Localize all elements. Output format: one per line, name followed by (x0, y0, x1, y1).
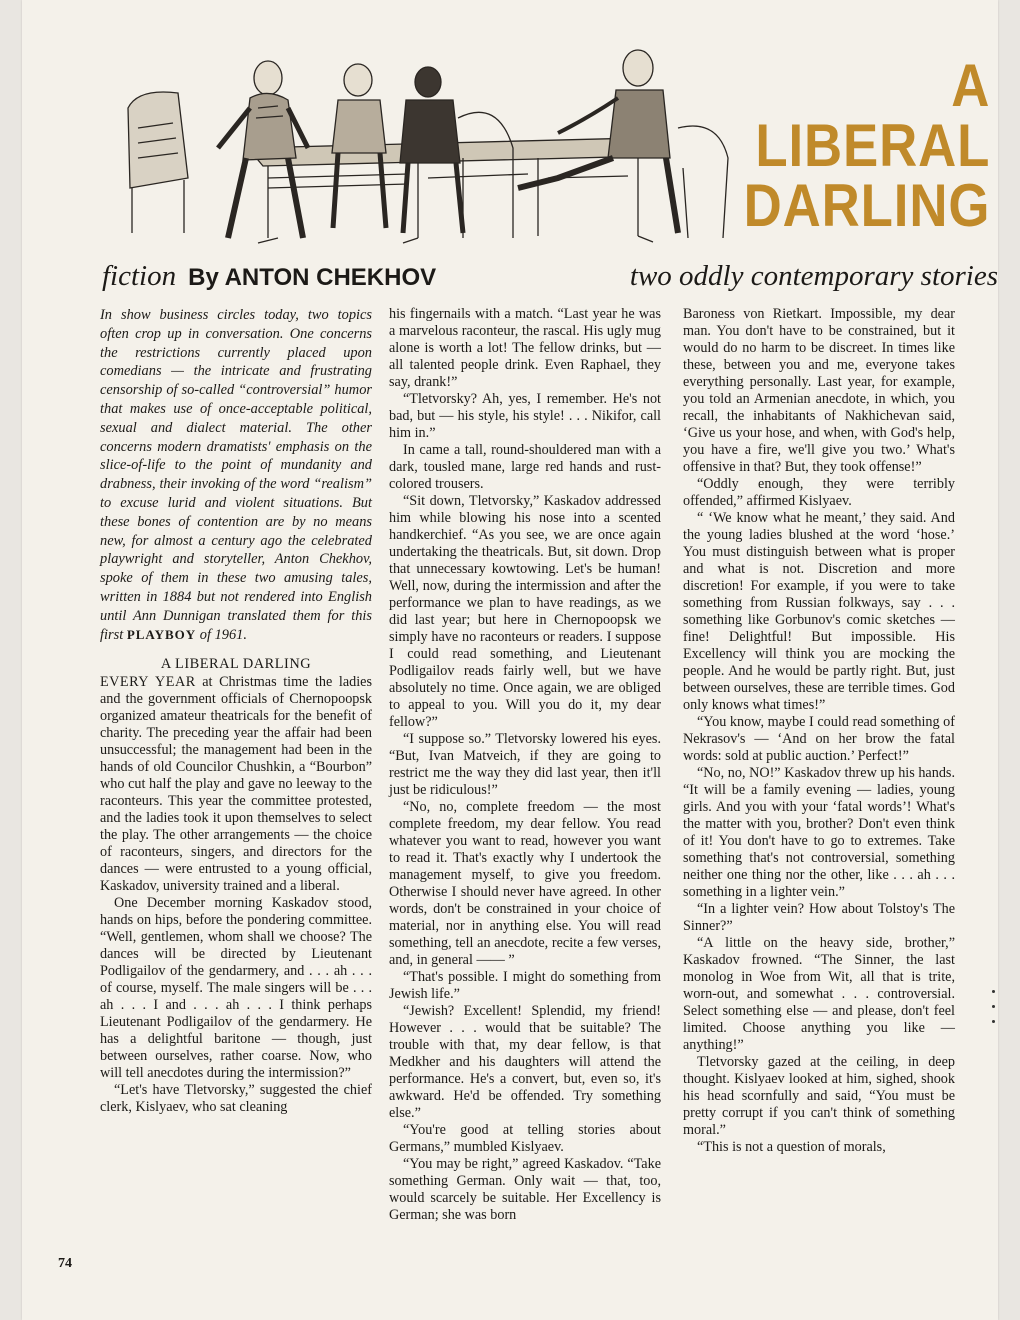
editorial-intro (100, 306, 372, 644)
section-label: fiction (102, 260, 177, 292)
paragraph: “Oddly enough, they were terribly offended,” affirmed Kislyaev. (683, 476, 955, 509)
paragraph: “This is not a question of morals, (697, 1139, 886, 1155)
author-name: By ANTON CHEKHOV (188, 264, 437, 291)
paragraph: “You know, maybe I could read something of Nekrasov's — ‘And on her brow the fatal words: sold at public auction.’ Perfect!” (683, 714, 955, 764)
intro-end: of 1961. (199, 626, 247, 643)
paragraph: “A little on the heavy side, brother,” Kaskadov frowned. “The Sinner, the last monolog in Woe from Wit, all that is trite, worn-out, and somewhat . . . controversial. Select something else — and please, don't feel limited. Choose anything you like — anything!” (683, 935, 955, 1053)
paragraph: In came a tall, round-shouldered man with a dark, tousled mane, large red hands and rust-colored trousers. (389, 442, 661, 492)
title-line-3: DARLING (743, 172, 990, 239)
paragraph: “Sit down, Tletvorsky,” Kaskadov addressed him while blowing his nose into a scented handkerchief. “As you see, we are once again undertaking the theatricals. But, sit down. Drop that unnecessary kowtowing. Let's be human! Well, now, during the intermission and after the performance we plan to have readings, as we did last year; but here in Chernopoopsk we simply have no raconteurs or readers. I suppose I could read something, and Lieutenant Podligailov reads fairly well, but we have absolutely no time. Once again, we are obliged to appeal to you. Will you do it, my dear fellow?” (389, 493, 661, 730)
paragraph: One December morning Kaskadov stood, hands on hips, before the pondering committee. “Well, gentlemen, whom shall we choose? The dances will be directed by Lieutenant Podligailov of the gendarmery, and . . . ah . . . of course, myself. The male singers will be . . . ah . . . I and . . . ah . . . I think perhaps Lieutenant Podligailov of the gendarmery. He has a delightful baritone — though, just between ourselves, rather coarse. Now, who will tell anecdotes during the intermission?” (100, 895, 372, 1082)
title-line-1: A (950, 52, 990, 119)
engraving-illustration (118, 38, 748, 248)
page-number: 74 (58, 1256, 72, 1271)
paragraph: “You may be right,” agreed Kaskadov. “Take something German. Only wait — that, too, would scarcely be suitable. Her Excellency is German; she was born (389, 1156, 661, 1223)
paragraph: his fingernails with a match. “Last year he was a marvelous raconteur, the rascal. His ugly mug alone is worth a lot! The fellow drinks, but — all talented people drink. Even Raphael, they say, drank!” (389, 306, 661, 390)
playboy-wordmark: PLAYBOY (126, 626, 197, 642)
paragraph: “In a lighter vein? How about Tolstoy's The Sinner?” (683, 901, 955, 934)
paragraph (100, 674, 372, 895)
tagline: two oddly contemporary stories (629, 260, 998, 292)
article-title (710, 52, 990, 239)
paragraph: “Let's have Tletvorsky,” suggested the chief clerk, Kislyaev, who sat cleaning (100, 1082, 372, 1116)
intro-text: In show business circles today, two topics often crop up in conversation. One concerns the restrictions currently placed upon comedians — the intricate and frustrating censorship of so-called “controversial” humor that makes use of once-acceptable political, sexual and dialect material. The other concerns modern dramatists' emphasis on the slice-of-life to the point of mundanity and drabness, their invoking of the word “realism” to excuse lurid and violent situations. But these bones of contention are by no means new, for almost a century ago the celebrated playwright and storyteller, Anton Chekhov, spoke of them in these two amusing tales, written in 1884 but not rendered into English until Ann Dunnigan translated them for this first (100, 307, 372, 643)
lead-in: EVERY YEAR (100, 674, 196, 691)
story-title: A LIBERAL DARLING (160, 656, 312, 673)
paragraph: Baroness von Rietkart. Impossible, my dear man. You don't have to be constrained, but it would do no harm to be discreet. In times like these, between you and me, everyone takes everything personally. Last year, for example, you told an Armenian anecdote, in which, you recall, the inhabitants of Nakhichevan said, ‘Give us your hose, and when, with God's help, you have a fire, we'll give you two.’ What's offensive in that? But, they took offense!” (683, 306, 955, 475)
paragraph: “I suppose so.” Tletvorsky lowered his eyes. “But, Ivan Matveich, if they are going to restrict me the way they did last year, then it'll just be ridiculous!” (389, 731, 661, 798)
continuation-dots (992, 990, 998, 1035)
paragraph: “Jewish? Excellent! Splendid, my friend! However . . . would that be suitable? The trouble with that, my dear fellow, is that Medkher and his daughters will attend the performance. He's a convert, but, even so, it's awkward. He'd be offended. Try something else.” (389, 1003, 661, 1121)
paragraph-text: at Christmas time the ladies and the government officials of Chernopoopsk organized amateur theatricals for the benefit of charity. The preceding year the affair had been unsuccessful; the management had been in the hands of old Councilor Chushkin, a “Bourbon” who cut half the play and gave no leeway to the raconteurs. This year the committee protested, and the ladies took it upon themselves to select the play. The other arrangements — the choice of raconteurs, singers, and directors for the dances — were entrusted to a young official, Kaskadov, university trained and a liberal. (100, 674, 373, 895)
paragraph: Tletvorsky gazed at the ceiling, in deep thought. Kislyaev looked at him, sighed, shook his head scornfully and said, “You must be pretty corrupt if you can't think of something moral.” (683, 1054, 955, 1138)
column-1 (100, 306, 372, 1116)
paragraph: “No, no, NO!” Kaskadov threw up his hands. “It will be a family evening — ladies, young girls. And you with your ‘fatal words’! What's the matter with you, brother? Don't even think of it! You don't have to go to extremes. Take something that's not controversial, something neither one thing nor the other, like . . . ah . . . something in a lighter vein.” (683, 765, 955, 900)
magazine-page (22, 0, 998, 1320)
paragraph: “That's possible. I might do something from Jewish life.” (389, 969, 661, 1002)
column-3 (683, 306, 955, 1156)
byline (102, 260, 998, 300)
paragraph: “Tletvorsky? Ah, yes, I remember. He's not bad, but — his style, his style! . . . Nikifor, call him in.” (389, 391, 661, 441)
paragraph: “No, no, complete freedom — the most complete freedom, my dear fellow. You read whatever you want to read, however you want to read it. That's exactly why I undertook the management myself, to give you freedom. Otherwise I should never have agreed. In other words, don't be constrained in your choice of material, nor in anything else. You will read something, tell an anecdote, recite a few verses, and, in general —— ” (389, 799, 661, 968)
paragraph: “ ‘We know what he meant,’ they said. And the young ladies blushed at the word ‘hose.’ You must distinguish between what is proper and what is not. Discretion and more discretion! For example, if you were to take something from Russian folkways, say . . . something like Gorbunov's comic sketches — fine! Delightful! But impossible. His Excellency will think you are mocking the people. And he would be partly right. But, just between ourselves, these are terrible times. God only knows what times!” (683, 510, 955, 713)
column-2 (389, 306, 661, 1224)
title-line-2: LIBERAL (755, 112, 990, 179)
paragraph: “You're good at telling stories about Germans,” mumbled Kislyaev. (389, 1122, 661, 1155)
